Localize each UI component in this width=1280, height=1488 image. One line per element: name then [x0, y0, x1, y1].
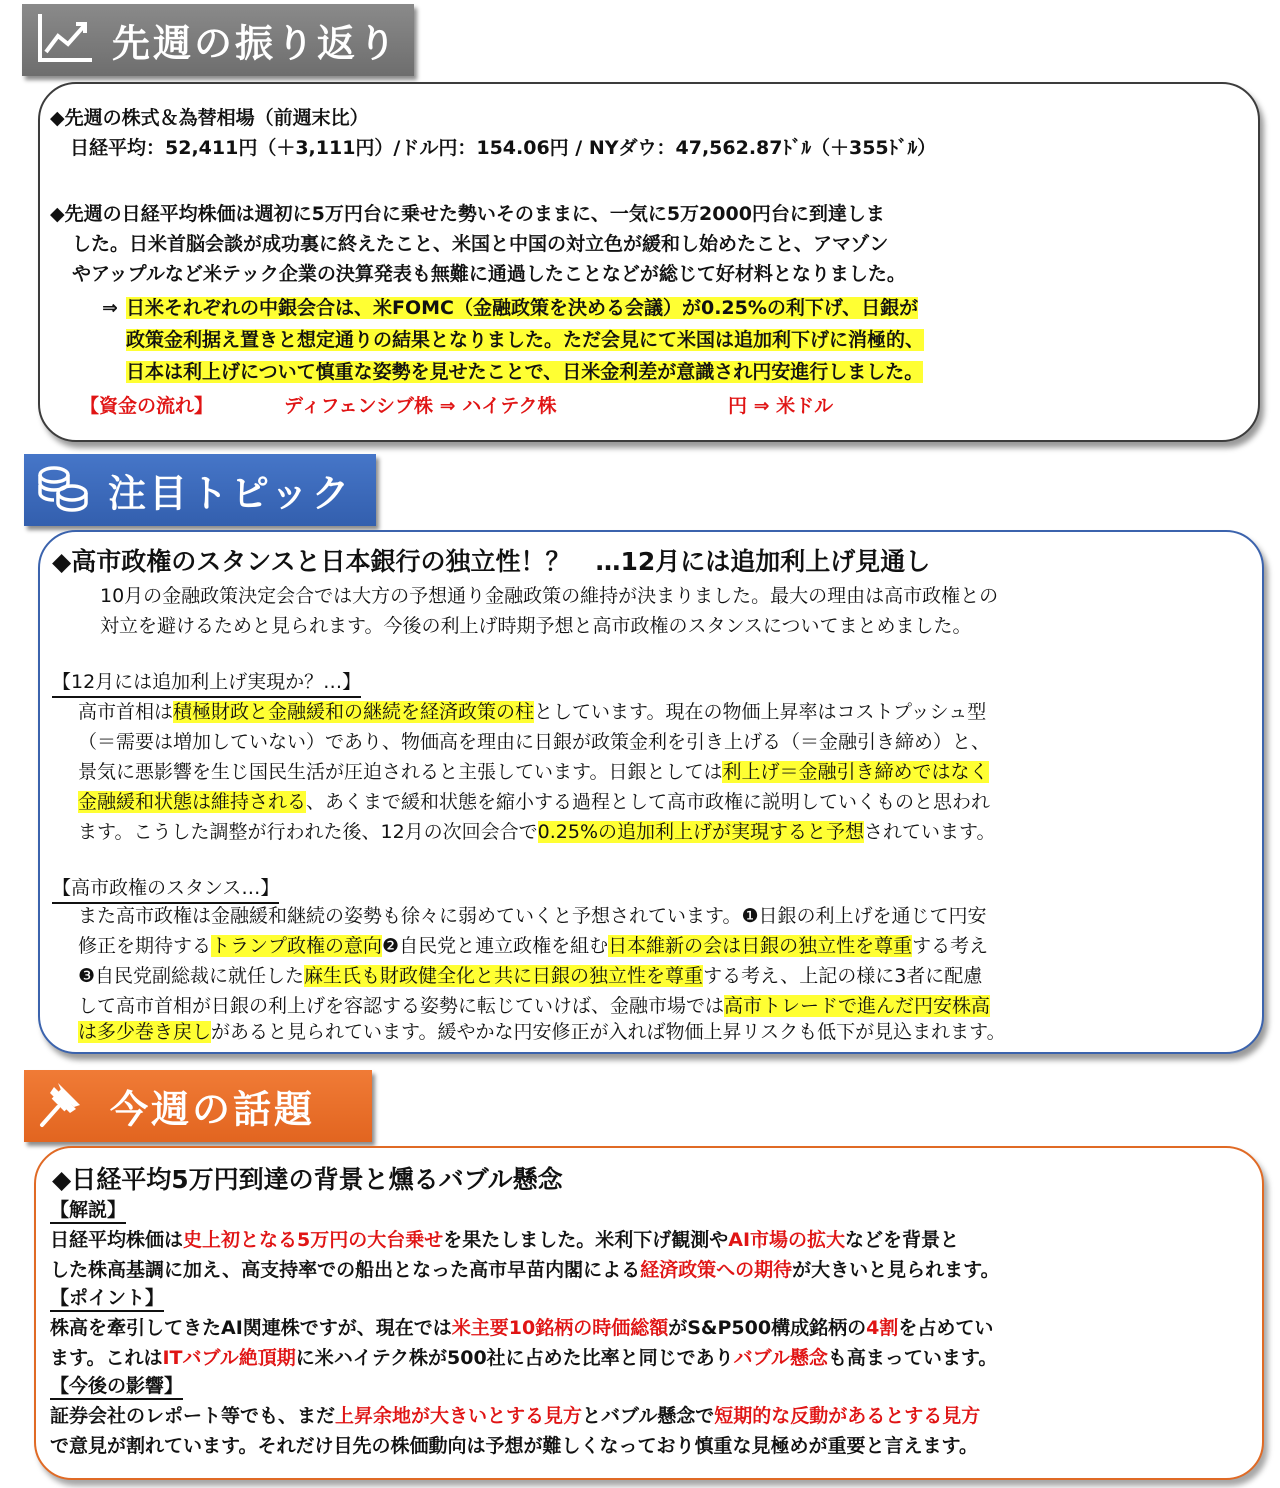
summary-line-3: やアップルなど米テック企業の決算発表も無難に通過したことなどが総じて好材料となりました。 — [72, 263, 906, 285]
text: した株高基調に加え、高支持率での船出となった高市早苗内閣による — [50, 1259, 641, 1281]
section-header-last-week — [22, 4, 414, 76]
text: して高市首相が日銀の利上げを容認する姿勢に転じていけば、金融市場では — [78, 995, 725, 1017]
rate-para-line-5 — [78, 818, 996, 846]
tag-explanation — [50, 1198, 126, 1224]
text: ❸自民党副総裁に就任した — [78, 965, 305, 987]
fund-flow-stocks: ディフェンシブ株 ⇒ ハイテク株 — [284, 395, 557, 417]
section-title: 注目トピック — [108, 471, 353, 516]
tag-text: 【解説】 — [50, 1198, 126, 1224]
topic-intro-2: 対立を避けるためと見られます。今後の利上げ時期予想と高市政権のスタンスについてまとめました。 — [100, 615, 972, 637]
text: がS&P500構成銘柄の — [668, 1317, 867, 1339]
text: 株高を牽引してきたAI関連株ですが、現在では — [50, 1317, 452, 1339]
section-title: 今週の話題 — [110, 1087, 316, 1132]
highlight: 高市トレードで進んだ円安株高 — [724, 995, 991, 1017]
market-values: 日経平均：52,411円（＋3,111円）/ドル円：154.06円 / NYダウ：47,562.87ﾄﾞﾙ（＋355ﾄﾞﾙ） — [70, 137, 937, 159]
subheading-rate-hike — [52, 668, 361, 698]
highlight: は多少巻き戻し — [78, 1021, 212, 1043]
chart-line-icon — [36, 12, 94, 68]
rate-para-line-1 — [78, 698, 986, 726]
section-header-topic — [24, 454, 376, 526]
text: があると見られています。緩やかな円安修正が入れば物価上昇リスクも低下が見込まれます。 — [211, 1021, 1006, 1043]
text: などを背景と — [845, 1229, 960, 1251]
rate-para-line-3 — [78, 758, 989, 786]
text: に米ハイテク株が500社に占めた比率と同じであり — [295, 1347, 734, 1369]
emphasis: 短期的な反動があるとする見方 — [714, 1405, 981, 1427]
central-bank-line-1 — [126, 294, 918, 322]
rate-para-line-4 — [78, 788, 990, 816]
text: も高まっています。 — [827, 1347, 998, 1369]
text: 、あくまで緩和状態を縮小する過程として高市政権に説明していくものと思われ — [306, 791, 991, 813]
emphasis: 米主要10銘柄の時価総額 — [451, 1317, 669, 1339]
stance-para-line-2 — [78, 932, 988, 960]
tag-text: 【今後の影響】 — [50, 1374, 183, 1400]
stance-para-line-4 — [78, 992, 990, 1020]
text: としています。現在の物価上昇率はコストプッシュ型 — [534, 701, 987, 723]
emphasis: 史上初となる5万円の大台乗せ — [183, 1229, 444, 1251]
stance-para-line-5 — [78, 1018, 1006, 1046]
this-week-title: ◆日経平均5万円到達の背景と燻るバブル懸念 — [52, 1165, 563, 1194]
text: 高市首相は — [78, 701, 174, 723]
highlight: 0.25%の追加利上げが実現すると予想 — [537, 821, 865, 843]
text: を占めてい — [898, 1317, 994, 1339]
subheading-text: 【12月には追加利上げ実現か？…】 — [52, 668, 361, 698]
text: されています。 — [864, 821, 996, 843]
emphasis: 上昇余地が大きいとする見方 — [335, 1405, 583, 1427]
emphasis: バブル懸念 — [733, 1347, 828, 1369]
text: ❷自民党と連立政権を組む — [382, 935, 609, 957]
emphasis: 経済政策への期待 — [640, 1259, 793, 1281]
topic-intro-1: 10月の金融政策決定会合では大方の予想通り金融政策の維持が決まりました。最大の理由は高市政権との — [100, 585, 999, 607]
text: 日経平均株価は — [50, 1229, 184, 1251]
coins-icon — [36, 463, 90, 517]
fund-flow-label: 【資金の流れ】 — [80, 395, 214, 417]
rate-para-line-2: （＝需要は増加していない）であり、物価高を理由に日銀が政策金利を引き上げる（＝金融引き締め）と、 — [78, 731, 991, 753]
explanation-line-1 — [50, 1226, 959, 1254]
impact-line-1 — [50, 1402, 980, 1430]
highlight: 利上げ＝金融引き締めではなく — [722, 761, 989, 783]
highlight: 日本は利上げについて慎重な姿勢を見せたことで、日米金利差が意識され円安進行しました。 — [126, 361, 924, 383]
text: ます。これは — [50, 1347, 163, 1369]
summary-line-1: ◆先週の日経平均株価は週初に5万円台に乗せた勢いそのままに、一気に5万2000円台に到達しま — [50, 203, 885, 225]
section-title: 先週の振り返り — [112, 21, 400, 66]
stance-para-line-3 — [78, 962, 982, 990]
emphasis: 4割 — [866, 1317, 899, 1339]
summary-line-2: した。日米首脳会談が成功裏に終えたこと、米国と中国の対立色が緩和し始めたこと、アマゾン — [72, 233, 889, 255]
text: を果たしました。米利下げ観測や — [443, 1229, 729, 1251]
topic-title: ◆高市政権のスタンスと日本銀行の独立性！？ …12月には追加利上げ見通し — [52, 547, 931, 576]
explanation-line-2 — [50, 1256, 1000, 1284]
text: 証券会社のレポート等でも、まだ — [50, 1405, 336, 1427]
text: 修正を期待する — [78, 935, 212, 957]
pushpin-icon — [36, 1077, 94, 1135]
central-bank-line-2 — [126, 326, 924, 354]
subheading-text: 【高市政権のスタンス…】 — [52, 874, 279, 904]
fund-flow-currency: 円 ⇒ 米ドル — [728, 395, 834, 417]
highlight: 金融緩和状態は維持される — [78, 791, 307, 813]
tag-text: 【ポイント】 — [50, 1286, 164, 1312]
text: とバブル懸念で — [582, 1405, 715, 1427]
stance-para-line-1: また高市政権は金融緩和継続の姿勢も徐々に弱めていくと予想されています。❶日銀の利上げを通じて円安 — [78, 905, 987, 927]
highlight: 麻生氏も財政健全化と共に日銀の独立性を尊重 — [304, 965, 704, 987]
subheading-stance — [52, 874, 279, 904]
highlight: トランプ政権の意向 — [211, 935, 383, 957]
point-line-2 — [50, 1344, 997, 1372]
text: する考え — [912, 935, 989, 957]
arrow-symbol: ⇒ — [102, 297, 118, 319]
emphasis: AI市場の拡大 — [728, 1229, 846, 1251]
market-heading: ◆先週の株式＆為替相場（前週末比） — [50, 107, 369, 129]
impact-line-2: で意見が割れています。それだけ目先の株価動向は予想が難しくなっており慎重な見極めが重要と言えます。 — [50, 1435, 978, 1457]
point-line-1 — [50, 1314, 993, 1342]
text: する考え、上記の様に3者に配慮 — [703, 965, 983, 987]
tag-impact — [50, 1374, 183, 1400]
text: ます。こうした調整が行われた後、12月の次回会合で — [78, 821, 538, 843]
highlight: 政策金利据え置きと想定通りの結果となりました。ただ会見にて米国は追加利下げに消極的、 — [126, 329, 925, 351]
section-header-this-week — [24, 1070, 372, 1142]
emphasis: ITバブル絶頂期 — [162, 1347, 296, 1369]
text: 景気に悪影響を生じ国民生活が圧迫されると主張しています。日銀としては — [78, 761, 723, 783]
highlight: 日本維新の会は日銀の独立性を尊重 — [608, 935, 913, 957]
text: が大きいと見られます。 — [792, 1259, 1000, 1281]
tag-point — [50, 1286, 164, 1312]
central-bank-line-3 — [126, 358, 923, 386]
highlight: 積極財政と金融緩和の継続を経済政策の柱 — [173, 701, 535, 723]
highlight: 日米それぞれの中銀会合は、米FOMC（金融政策を決める会議）が0.25%の利下げ、日銀が — [126, 297, 919, 319]
